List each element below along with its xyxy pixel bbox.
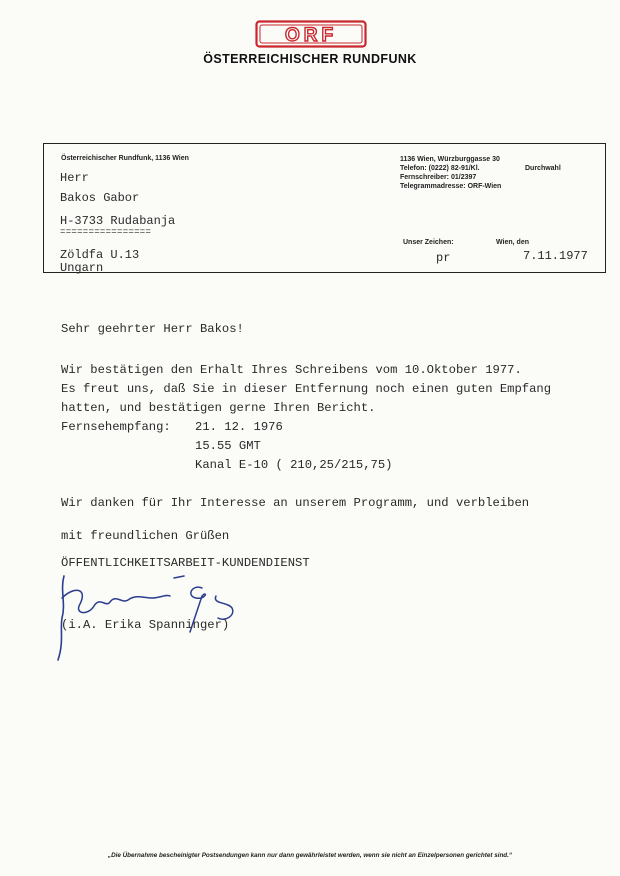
recipient-country: Ungarn <box>60 261 104 275</box>
logo-lettering: ORF <box>284 25 338 46</box>
recipient-name: Bakos Gabor <box>60 191 140 205</box>
salutation: Sehr geehrter Herr Bakos! <box>61 322 244 336</box>
department-line: ÖFFENTLICHKEITSARBEIT-KUNDENDIENST <box>61 556 310 570</box>
recipient-title: Herr <box>60 171 89 185</box>
sender-line: Österreichischer Rundfunk, 1136 Wien <box>61 155 189 162</box>
reception-channel: Kanal E-10 ( 210,25/215,75) <box>195 458 393 472</box>
signatory-line: (i.A. Erika Spanninger) <box>61 618 230 632</box>
orf-logo <box>255 20 367 48</box>
closing-line: mit freundlichen Grüßen <box>61 529 230 543</box>
org-name: ÖSTERREICHISCHER RUNDFUNK <box>203 52 417 66</box>
wien-den-label: Wien, den <box>496 239 529 246</box>
reception-date: 21. 12. 1976 <box>195 420 283 434</box>
contact-address: 1136 Wien, Würzburggasse 30 <box>400 156 500 163</box>
recipient-street: Zöldfa U.13 <box>60 248 140 262</box>
contact-telegram: Telegrammadresse: ORF-Wien <box>400 183 502 190</box>
letter-date: 7.11.1977 <box>523 249 588 263</box>
paragraph-line-2: Es freut uns, daß Sie in dieser Entfernung noch einen guten Empfang <box>61 382 552 396</box>
recipient-city: H-3733 Rudabanja <box>60 214 176 228</box>
reception-time: 15.55 GMT <box>195 439 261 453</box>
durchwahl-label: Durchwahl <box>525 165 561 172</box>
thanks-line: Wir danken für Ihr Interesse an unserem Programm, und verbleiben <box>61 496 530 510</box>
contact-phone: Telefon: (0222) 82-91/Kl. <box>400 165 480 172</box>
reception-label: Fernsehempfang: <box>61 420 171 434</box>
recipient-underline: ================ <box>60 227 152 237</box>
paragraph-line-3: hatten, und bestätigen gerne Ihren Bericht. <box>61 401 376 415</box>
unser-zeichen-label: Unser Zeichen: <box>403 239 454 246</box>
unser-zeichen-value: pr <box>436 251 451 265</box>
address-box <box>43 143 606 273</box>
contact-telex: Fernschreiber: 01/2397 <box>400 174 477 181</box>
orf-logo-mark <box>255 20 367 48</box>
paragraph-line-1: Wir bestätigen den Erhalt Ihres Schreibens vom 10.Oktober 1977. <box>61 363 522 377</box>
footer-note: „Die Übernahme bescheinigter Postsendungen kann nur dann gewährleistet werden, wenn sie nicht an Einzelpersonen gerichtet sind.“ <box>107 852 513 859</box>
